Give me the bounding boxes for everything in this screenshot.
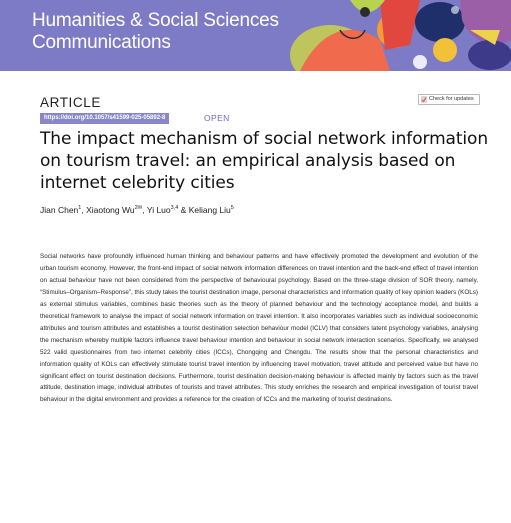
open-access-badge: OPEN [204, 113, 230, 123]
abstract-text: Social networks have profoundly influenced human thinking and behaviour patterns and have effectively promoted the development and evolution of the urban tourism economy. However, the front-end impact of social network information differences on travel intention and the back-end effect of travel intention on actual behaviour have not been considered from the perspective of behavioural psychology. Based on the three-stage division of SOR theory, namely, “Stimulus–Organism–Response”, this study takes the tourist destination image, personal characteristics and information quality of key opinion leaders (KOLs) as external stimulus variables, combines basic theories such as the theory of planned behaviour and the technology acceptance model, and builds a theoretical framework to analyse the impact of social network information on travel intention. It also incorporates variables such as individual socioeconomic attributes and tourism attributes and establishes a tourist destination selection behaviour model (ICLV) that considers latent psychology variables, analysing the mechanism whereby multiple factors influence travel behaviour intention and behaviour in social network interaction scenarios. Specifically, we analysed 522 valid questionnaires from two internet celebrity cities (ICCs), Chongqing and Chengdu. The results show that the personal characteristics and information quality of KOLs can effectively stimulate tourist travel intention by influencing travel motivation, travel attitude and perceived value but have no significant effect on tourist destination decisions. Furthermore, tourist destination decision-making behaviour is affected mainly by factors such as the travel attitude, destination image, individual attributes of tourists and travel attributes. This study enriches the research and empirical investigation of tourist travel behaviour in the digital environment and provides a reference for the creation of ICCs and the marketing of tourist destinations. [40, 253, 478, 404]
doi-link[interactable]: https://doi.org/10.1057/s41599-025-05892-8 [40, 113, 169, 124]
journal-banner [0, 0, 511, 71]
author-2[interactable]: Xiaotong $Wu^{2✉}$ [86, 205, 143, 215]
check-for-updates-button[interactable] [418, 94, 480, 105]
journal-title-line1: Humanities & Social Sciences [32, 10, 279, 31]
article-type-label: ARTICLE [40, 95, 101, 110]
author-4[interactable]: Keliang Liu$^5$ [188, 205, 234, 215]
journal-title[interactable] [32, 10, 292, 54]
journal-title-line2: Communications [32, 32, 171, 53]
author-3[interactable]: Yi Luo$^{3,4}$ [146, 205, 179, 215]
paper-title: The impact mechanism of social network information on tourism travel: an empirical analysis based on internet celebrity cities [40, 129, 489, 193]
check-updates-label: Check for updates [429, 95, 474, 102]
check-updates-icon [421, 96, 427, 103]
author-list: Jian Chen$^1$, Xiaotong $Wu^{2✉}$, Yi Luo$^{3,4}$ & Keliang Liu$^5$ [40, 205, 234, 215]
author-1[interactable]: Jian Chen$^1$ [40, 205, 82, 215]
